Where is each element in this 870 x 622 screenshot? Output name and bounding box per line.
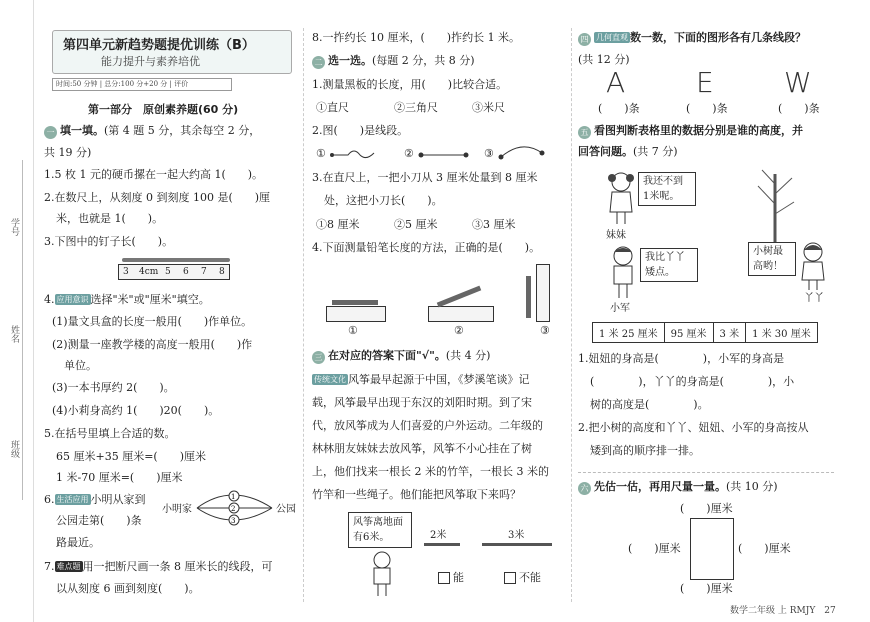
question-4-text: 选择"米"或"厘米"填空。 [90, 293, 210, 306]
svg-text:1: 1 [231, 493, 236, 501]
unit-label: 厘米 [710, 582, 733, 595]
can-checkbox[interactable] [438, 572, 450, 584]
section-note: (共 10 分) [726, 480, 778, 493]
unit-label: 条 [628, 102, 640, 115]
bubble-line: 有6米。 [353, 532, 390, 543]
kite-line: 代，放风筝成为人们喜爱的户外运动。二年级的 [312, 419, 543, 432]
kite-line: 上，他们找来一根长 2 米的竹竿，一根长 3 米的 [312, 465, 549, 478]
section-heading: 填一填。 [60, 124, 104, 137]
time-info: 时间:50 分钟 [56, 80, 98, 88]
question-7-line-2: 以从刻度 6 画到刻度( )。 [56, 582, 200, 595]
ruler-option-3 [536, 264, 550, 322]
choice-2-option: ① [316, 147, 326, 160]
question-4: 4. 应用意识 选择"米"或"厘米"填空。 [44, 293, 210, 306]
question-5-b: 1 米-70 厘米=( )厘米 [56, 471, 183, 484]
yaya-figure-icon [798, 240, 828, 292]
section-3-header [312, 349, 490, 364]
question-8 [312, 31, 520, 45]
choice-2-option: ② [404, 147, 414, 160]
section-1-header [44, 124, 260, 139]
question-7: 7. 难点题 用一把断尺画一条 8 厘米长的线段，可 [44, 560, 273, 573]
binding-sidebar [0, 0, 34, 622]
kite-line: 林林朋友妹妹去放风筝，风筝不小心挂在了树 [312, 442, 532, 455]
choice-4-option: ② [454, 324, 464, 337]
pole-1 [424, 543, 460, 546]
section-bullet: 一 [44, 126, 57, 139]
question-6: 6. 生活应用 小明从家到 [44, 493, 146, 506]
section-note: (第 4 题 5 分，其余每空 2 分， [104, 124, 261, 137]
pole-1-label: 2米 [430, 530, 447, 541]
question-4-item: (2)测量一座教学楼的高度一般用( )作 [52, 338, 253, 351]
section-heading: 选一选。 [328, 54, 372, 67]
bottom-estimate: ( )厘米 [680, 582, 733, 595]
question-2-line-2: 米，也就是 1( )。 [56, 212, 164, 225]
answer-a: ( )条 [598, 102, 640, 115]
section-2-header [312, 54, 475, 69]
question-6-line-3: 路最近。 [56, 536, 100, 549]
yaya-speech-bubble [748, 242, 796, 276]
svg-text:3: 3 [231, 517, 236, 525]
curve-line-icon [330, 147, 378, 161]
choice-2: 2.图( )是线段。 [312, 124, 409, 137]
height-q2-line-2: 矮到高的顺序排一排。 [590, 444, 700, 457]
choice-4-option: ① [348, 324, 358, 337]
bubble-line: 我还不到 [643, 176, 683, 187]
ruler-option-1 [326, 306, 386, 322]
girl-label: 妹妹 [606, 230, 626, 241]
binding-line [22, 160, 23, 500]
table-cell: 1 米 30 厘米 [746, 323, 818, 343]
boy-speech-bubble [640, 248, 698, 282]
question-7-text: 用一把断尺画一条 8 厘米长的线段，可 [82, 560, 273, 573]
column-divider [571, 28, 572, 602]
nail-icon [122, 258, 230, 262]
question-5-a: 65 厘米+35 厘米=( )厘米 [56, 450, 207, 463]
girl-figure-icon [606, 170, 636, 226]
section-note: (共 12 分) [578, 53, 630, 66]
section-separator [578, 472, 834, 473]
ruler-label: 7 [201, 267, 207, 277]
unit-label: 厘米 [710, 502, 733, 515]
question-4-item: (3)一本书厚约 2( )。 [52, 381, 175, 394]
yaya-label: 丫丫 [804, 293, 824, 304]
question-tag: 几何直观 [596, 33, 628, 42]
tree-icon [750, 164, 800, 244]
arc-icon [498, 143, 546, 161]
section-heading-2: 回答问题。 [578, 145, 633, 158]
choice-1-option: ①直尺 [316, 101, 349, 114]
section-bullet: 二 [312, 56, 325, 69]
home-label: 小明家 [162, 504, 192, 515]
section-bullet: 四 [578, 33, 591, 46]
question-8-text: 8.一拃约长 10 厘米，( )拃约长 1 米。 [312, 31, 521, 44]
pencil-icon [437, 286, 482, 308]
section-note: (共 4 分) [445, 349, 491, 362]
choice-4-option: ③ [540, 324, 550, 337]
section-note-2: 共 19 分) [44, 146, 92, 159]
height-table [592, 322, 818, 343]
section-bullet: 六 [578, 482, 591, 495]
question-tag: 难点题 [56, 562, 81, 571]
header-box [52, 30, 292, 74]
choice-1-option: ③米尺 [472, 101, 505, 114]
unit-label: 厘米 [768, 542, 791, 555]
choice-3-option: ③3 厘米 [472, 218, 516, 231]
boy-label: 小军 [610, 303, 630, 314]
pole-2 [482, 543, 552, 546]
kite-line: 载，风筝最早出现于东汉的刘阳时期。到了宋 [312, 396, 532, 409]
height-q1-line-1: 1.妞妞的身高是( )，小军的身高是 [578, 352, 785, 365]
top-estimate: ( )厘米 [680, 502, 733, 515]
choice-3-line-2: 处，这把小刀长( )。 [324, 194, 443, 207]
pencil-icon [332, 300, 378, 305]
section-note: (每题 2 分，共 8 分) [372, 54, 475, 67]
question-tag: 生活应用 [56, 495, 89, 504]
column-2 [312, 0, 564, 622]
cannot-label: 不能 [519, 571, 541, 584]
question-6-text: 小明从家到 [90, 493, 146, 506]
girl-speech-bubble [638, 172, 696, 206]
table-cell: 95 厘米 [664, 323, 713, 343]
part-title: 第一部分 原创素养题(60 分) [88, 103, 239, 116]
section-heading: 看图判断表格里的数据分别是谁的高度，并 [594, 124, 803, 137]
question-tag: 应用意识 [56, 295, 89, 304]
choice-2-option: ③ [484, 147, 494, 160]
column-3 [578, 0, 838, 622]
pencil-icon [526, 276, 531, 318]
answer-e: ( )条 [686, 102, 728, 115]
section-heading: 数一数，下面的图形各有几条线段？ [630, 31, 806, 44]
can-label: 能 [453, 571, 464, 584]
column-1 [42, 0, 300, 622]
child-figure-icon [362, 550, 402, 598]
unit-label: 条 [716, 102, 728, 115]
section-heading: 在对应的答案下面"√"。 [328, 349, 446, 362]
page-title: 第四单元新趋势题提优训练（B） [63, 38, 255, 53]
question-1: 1.5 枚 1 元的硬币摞在一起大约高 1( )。 [44, 168, 264, 181]
segment-icon [418, 147, 470, 161]
choice-1-option: ②三角尺 [394, 101, 438, 114]
table-cell: 3 米 [713, 323, 746, 343]
section-4-header [578, 31, 806, 46]
column-divider [303, 28, 304, 602]
ruler-label: 3 [123, 267, 129, 277]
question-4-item: (4)小莉身高约 1( )20( )。 [52, 404, 220, 417]
measure-rectangle [690, 518, 734, 580]
bubble-line: 风筝离地面 [353, 517, 403, 528]
ruler-label: 6 [183, 267, 189, 277]
height-q1-line-2: ( )，丫丫的身高是( )，小 [590, 375, 795, 388]
class-label: 班级 [9, 440, 19, 458]
section-5-line-2 [578, 145, 678, 159]
svg-text:2: 2 [231, 505, 236, 513]
pole-2-label: 3米 [508, 530, 525, 541]
section-5-header [578, 124, 803, 139]
grade-info: 评价 [174, 80, 189, 88]
section-6-header [578, 480, 778, 495]
ruler-q3 [118, 264, 230, 280]
question-2-line-1: 2.在数尺上，从刻度 0 到刻度 100 是( )厘 [44, 191, 271, 204]
question-tag: 传统文化 [314, 375, 346, 384]
kite-line: 竹竿和一些绳子。他们能把风筝取下来吗？ [312, 488, 521, 501]
letter-w: W [784, 66, 812, 99]
page-subtitle: 能力提升与素养培优 [101, 55, 200, 68]
choice-1: 1.测量黑板的长度，用( )比较合适。 [312, 78, 508, 91]
letter-e: E [696, 66, 714, 99]
height-q1-line-3: 树的高度是( )。 [590, 398, 709, 411]
page-footer: 数学二年级 上 RMJY 27 [730, 606, 836, 616]
right-estimate: ( )厘米 [738, 542, 791, 555]
section-bullet: 五 [578, 126, 591, 139]
park-label: 公园 [276, 504, 296, 515]
question-5: 5.在括号里填上合适的数。 [44, 427, 176, 440]
choice-3-option: ①8 厘米 [316, 218, 360, 231]
bubble-line: 高哟！ [753, 261, 783, 272]
choice-3-option: ②5 厘米 [394, 218, 438, 231]
question-3: 3.下图中的钉子长( )。 [44, 235, 174, 248]
question-4-item: (1)量文具盒的长度一般用( )作单位。 [52, 315, 253, 328]
ruler-label: 4cm [139, 267, 159, 277]
ruler-label: 5 [165, 267, 171, 277]
name-label: 姓名 [9, 325, 19, 343]
answer-w: ( )条 [778, 102, 820, 115]
section-note: (共 7 分) [633, 145, 678, 158]
question-4-item: 单位。 [64, 359, 97, 372]
left-estimate: ( )厘米 [628, 542, 681, 555]
section-heading: 先估一估，再用尺量一量。 [594, 480, 726, 493]
score-info: 总分:100 分+20 分 [104, 80, 168, 88]
bubble-line: 我比丫丫 [645, 252, 685, 263]
ruler-label: 8 [219, 267, 225, 277]
bubble-line: 矮点。 [645, 267, 675, 278]
table-cell: 1 米 25 厘米 [593, 323, 665, 343]
kite-paragraph [312, 373, 530, 387]
kite-speech-bubble [348, 512, 412, 548]
height-q2-line-1: 2.把小树的高度和丫丫、妞妞、小军的身高按从 [578, 421, 809, 434]
info-bar: 时间:50 分钟 | 总分:100 分+20 分 | 评价 [52, 78, 232, 91]
section-bullet: 三 [312, 351, 325, 364]
question-6-line-2: 公园走第( )条 [56, 514, 142, 527]
bubble-line: 小树最 [753, 246, 783, 257]
choice-3-line-1: 3.在直尺上，一把小刀从 3 厘米处量到 8 厘米 [312, 171, 538, 184]
letter-a: A [606, 66, 626, 99]
kite-line: 风筝最早起源于中国，《梦溪笔谈》记 [348, 373, 530, 386]
unit-label: 条 [808, 102, 820, 115]
unit-label: 厘米 [658, 542, 681, 555]
table-row [593, 323, 818, 343]
ruler-option-2 [428, 306, 494, 322]
bubble-line: 1米呢。 [643, 191, 680, 202]
choice-4: 4.下面测量铅笔长度的方法，正确的是( )。 [312, 241, 541, 254]
boy-figure-icon [608, 244, 638, 300]
cannot-checkbox[interactable] [504, 572, 516, 584]
id-label: 学号 [9, 218, 19, 236]
